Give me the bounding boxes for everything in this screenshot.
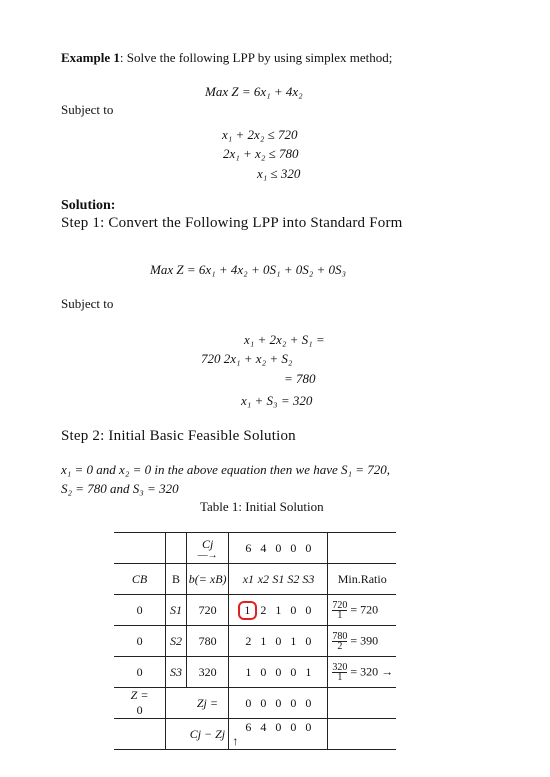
row1-ratio-num: 720 <box>332 599 348 611</box>
constraint-1: x₁ + 2x₂ ≤ 720 <box>222 127 298 142</box>
cj-label: Cj <box>202 536 214 551</box>
row2-c4: 1 <box>290 633 297 648</box>
constraint-2: 2x₁ + x₂ ≤ 780 <box>223 146 299 161</box>
zj-label: Zj = <box>186 688 228 719</box>
leaving-arrow: → <box>381 663 394 678</box>
row2-cb: 0 <box>114 626 166 657</box>
zj-x1: 0 <box>245 695 252 710</box>
simplex-table <box>114 532 396 750</box>
zj-values <box>229 688 328 719</box>
solution-label: Solution: <box>61 198 116 213</box>
entering-arrow: ↑ <box>232 734 239 748</box>
ibfs-line-2: S₂ = 780 and S₃ = 320 <box>61 481 179 496</box>
row3-coefs <box>229 657 328 688</box>
ibfs-line-1: x₁ = 0 and x₂ = 0 in the above equation then we have S₁ = 720, <box>61 462 391 477</box>
row2-ratio-num: 780 <box>332 630 348 642</box>
row1-ratio <box>328 595 396 626</box>
row2-c3: 0 <box>275 633 282 648</box>
std-constraint-1: x₁ + 2x₂ + S₁ = <box>244 332 325 347</box>
row2-ratio-value: = 390 <box>350 632 379 647</box>
subject-to-1: Subject to <box>61 102 114 117</box>
ratio-header: Min.Ratio <box>328 564 396 595</box>
row3-basis: S3 <box>166 657 187 688</box>
row3-ratio <box>328 657 396 688</box>
row2-ratio <box>328 626 396 657</box>
objective-function: Max Z = 6x₁ + 4x₂ <box>205 84 303 99</box>
step2-heading: Step 2: Initial Basic Feasible Solution <box>61 428 296 444</box>
row1-c3: 1 <box>275 602 282 617</box>
example-label: Example 1 <box>61 50 120 65</box>
cj-values <box>229 533 328 564</box>
z-label: Z = <box>130 688 149 702</box>
constraint-3: x₁ ≤ 320 <box>257 166 301 181</box>
cjzj-label: Cj − Zj <box>186 719 228 750</box>
row1-basis: S1 <box>166 595 187 626</box>
row1-cb: 0 <box>114 595 166 626</box>
z-value: 0 <box>136 703 143 717</box>
row1-coefs <box>229 595 328 626</box>
var-x1: x1 <box>242 571 255 586</box>
cj-s2: 0 <box>290 540 297 555</box>
cjzj-x1: 6 <box>245 720 252 734</box>
zj-s3: 0 <box>305 695 312 710</box>
cjzj-s1: 0 <box>275 720 282 734</box>
var-s2: S2 <box>287 571 300 586</box>
row3-ratio-num: 320 <box>332 661 348 673</box>
row1-xb: 720 <box>186 595 228 626</box>
example-heading <box>61 50 392 66</box>
row3-ratio-value: = 320 <box>350 663 379 678</box>
zj-x2: 0 <box>260 695 267 710</box>
row1-c4: 0 <box>290 602 297 617</box>
cj-zj-row <box>114 719 396 750</box>
cj-x1: 6 <box>245 540 252 555</box>
table-caption: Table 1: Initial Solution <box>200 499 324 514</box>
row1-ratio-den: 1 <box>332 610 347 620</box>
row3-ratio-den: 1 <box>332 672 347 682</box>
pivot-element: 1 <box>238 601 257 620</box>
row2-basis: S2 <box>166 626 187 657</box>
xb-header: b(= xB) <box>186 564 228 595</box>
zj-s2: 0 <box>290 695 297 710</box>
row1-c5: 0 <box>305 602 312 617</box>
row3-c1: 1 <box>245 664 252 679</box>
table-row <box>114 657 396 688</box>
cjzj-x2: 4 <box>260 720 267 734</box>
table-row <box>114 595 396 626</box>
z-cell <box>114 688 166 719</box>
zj-s1: 0 <box>275 695 282 710</box>
standard-objective: Max Z = 6x₁ + 4x₂ + 0S₁ + 0S₂ + 0S₃ <box>150 262 347 277</box>
row3-c5: 1 <box>305 664 312 679</box>
row3-c2: 0 <box>260 664 267 679</box>
row3-xb: 320 <box>186 657 228 688</box>
row2-coefs <box>229 626 328 657</box>
row2-ratio-den: 2 <box>332 641 347 651</box>
row2-c5: 0 <box>305 633 312 648</box>
example-text: : Solve the following LPP by using simplex method; <box>119 50 393 65</box>
table-row <box>114 626 396 657</box>
cj-s3: 0 <box>305 540 312 555</box>
cj-x2: 4 <box>260 540 267 555</box>
row2-xb: 780 <box>186 626 228 657</box>
row2-c1: 2 <box>245 633 252 648</box>
var-headers <box>229 564 328 595</box>
cj-s1: 0 <box>275 540 282 555</box>
row3-c3: 0 <box>275 664 282 679</box>
var-s1: S1 <box>272 571 285 586</box>
step1-heading: Step 1: Convert the Following LPP into Standard Form <box>61 215 403 231</box>
cj-header <box>186 533 228 564</box>
var-x2: x2 <box>257 571 270 586</box>
var-s3: S3 <box>302 571 315 586</box>
cjzj-s2: 0 <box>290 720 297 734</box>
row3-cb: 0 <box>114 657 166 688</box>
std-constraint-4: x₁ + S₃ = 320 <box>241 393 313 408</box>
b-header: B <box>166 564 187 595</box>
subject-to-2: Subject to <box>61 296 114 311</box>
zj-row <box>114 688 396 719</box>
row2-c2: 1 <box>260 633 267 648</box>
row3-c4: 0 <box>290 664 297 679</box>
std-constraint-3: = 780 <box>284 371 316 386</box>
cb-header: CB <box>114 564 166 595</box>
cj-arrow: —→ <box>197 549 218 561</box>
row1-c2: 2 <box>260 602 267 617</box>
row1-ratio-value: = 720 <box>350 601 379 616</box>
std-constraint-2: 720 2x₁ + x₂ + S₂ <box>201 351 293 366</box>
cjzj-values <box>229 719 328 750</box>
cjzj-s3: 0 <box>305 720 312 734</box>
